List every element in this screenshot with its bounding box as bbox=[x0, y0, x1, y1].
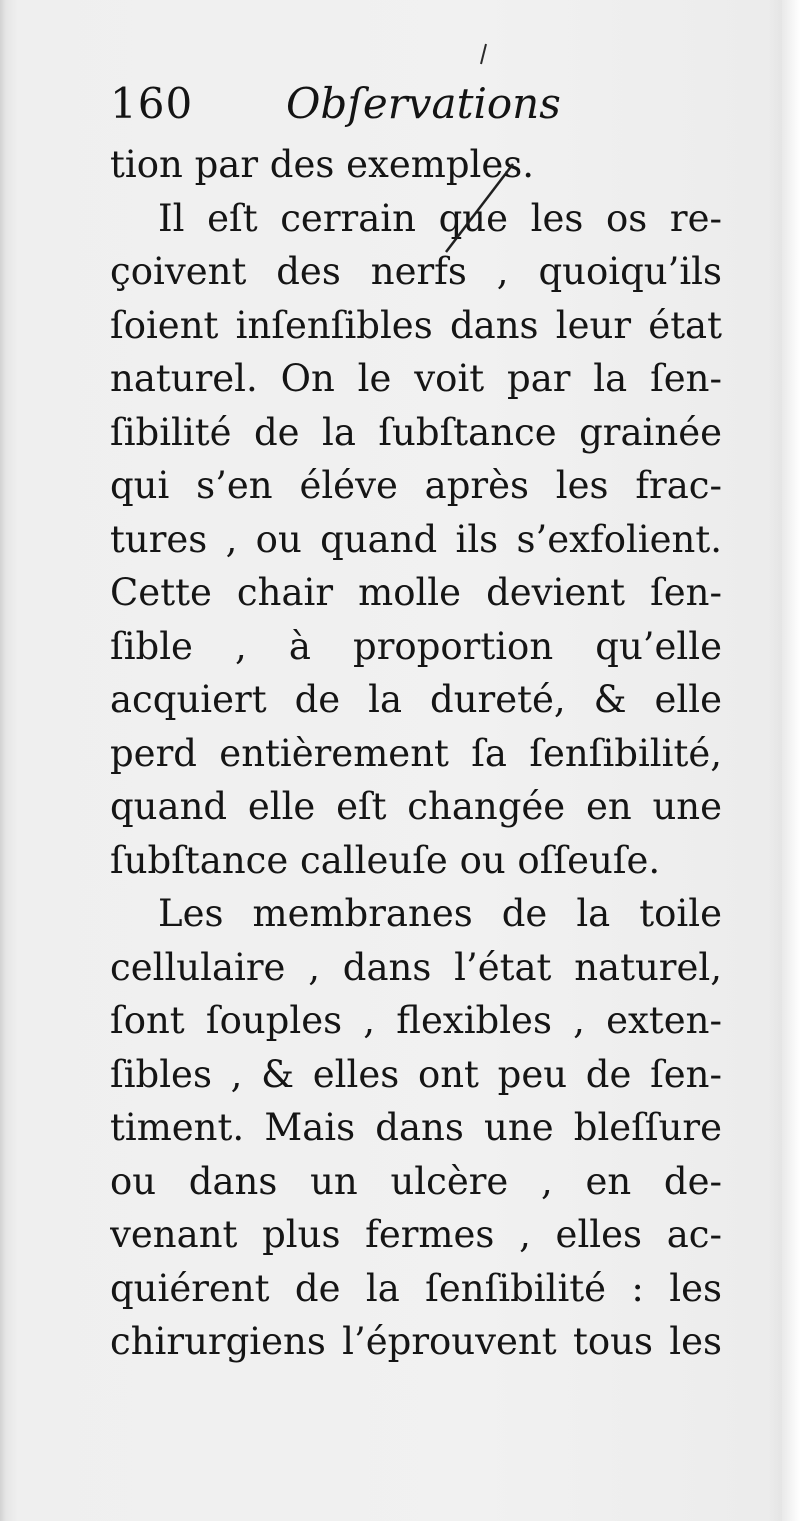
text-line: cellulaire , dans l’état naturel, bbox=[110, 945, 722, 989]
text-line: quand elle eſt changée en une bbox=[110, 785, 722, 828]
page-edge bbox=[782, 0, 800, 1521]
text-line: ſibilité de la ſubſtance grainée bbox=[110, 410, 722, 454]
page-header bbox=[110, 74, 670, 134]
text-line: Il eſt cerrain que les os re- bbox=[158, 196, 722, 240]
text-line: Les membranes de la toile bbox=[158, 892, 722, 935]
text-line: tion par des exemples. bbox=[110, 143, 535, 186]
text-line: ſibles , & elles ont peu de ſen- bbox=[110, 1052, 722, 1096]
text-line: ſoient inſenſibles dans leur état bbox=[110, 303, 722, 347]
text-line: qui s’en éléve après les frac- bbox=[110, 464, 722, 507]
text-line: ſible , à proportion qu’elle bbox=[110, 624, 722, 668]
text-line: chirurgiens l’éprouvent tous les bbox=[110, 1320, 722, 1363]
text-line: quiérent de la ſenſibilité : les bbox=[110, 1266, 722, 1310]
text-line: tures , ou quand ils s’exfolient. bbox=[110, 517, 722, 561]
text-line: timent. Mais dans une bleſſure bbox=[110, 1106, 722, 1149]
text-line: ſubſtance calleuſe ou oſſeuſe. bbox=[110, 838, 661, 882]
text-line: ou dans un ulcère , en de- bbox=[110, 1159, 722, 1203]
text-line: ſont ſouples , flexibles , exten- bbox=[110, 999, 722, 1042]
running-head: Obſervations bbox=[286, 79, 561, 128]
text-line: naturel. On le voit par la ſen- bbox=[110, 357, 722, 400]
text-line: venant plus fermes , elles ac- bbox=[110, 1213, 722, 1256]
body-text bbox=[110, 138, 722, 1369]
text-line: çoivent des nerfs , quoiqu’ils bbox=[110, 250, 722, 293]
text-line: acquiert de la dureté, & elle bbox=[110, 678, 722, 721]
text-line: Cette chair molle devient ſen- bbox=[110, 571, 722, 614]
text-line: perd entièrement ſa ſenſibilité, bbox=[110, 731, 722, 775]
page-number: 160 bbox=[110, 79, 194, 128]
